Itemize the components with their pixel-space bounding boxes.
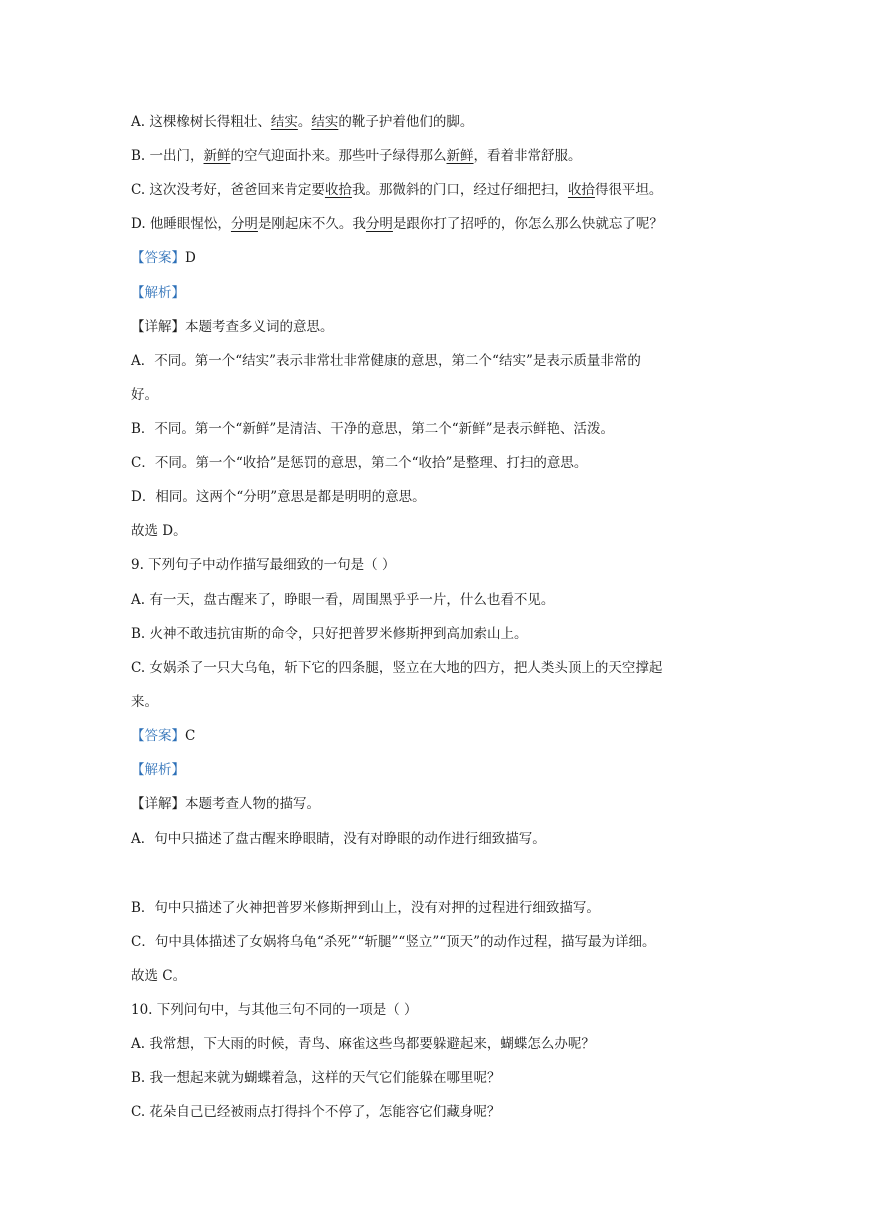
- q8-option-c: C. 这次没考好，爸爸回来肯定要收拾我。那微斜的门口，经过仔细把扫，收拾得很平坦。: [131, 182, 663, 198]
- answer-tag: 【答案】: [131, 250, 185, 266]
- underlined-word: 新鲜: [446, 148, 474, 164]
- q8-explanation-a-line2: 好。: [131, 387, 158, 403]
- q9-option-a: A. 有一天，盘古醒来了，睁眼一看，周围黑乎乎一片，什么也看不见。: [131, 592, 555, 608]
- q9-explanation-c: C．句中具体描述了女娲将乌龟“杀死”“斩腿”“竖立”“顶天”的动作过程，描写最为详细。: [131, 934, 656, 950]
- q10-option-c: C. 花朵自己已经被雨点打得抖个不停了，怎能容它们藏身呢？: [131, 1104, 501, 1120]
- q9-conclusion: 故选 C。: [131, 968, 187, 984]
- underlined-word: 收拾: [324, 182, 352, 198]
- q8-option-a: A. 这棵橡树长得粗壮、结实。结实的靴子护着他们的脚。: [131, 114, 474, 130]
- q8-explanation-d: D．相同。这两个“分明”意思是都是明明的意思。: [131, 489, 426, 505]
- q9-explanation-a: A．句中只描述了盘古醒来睁眼睛，没有对睁眼的动作进行细致描写。: [131, 831, 546, 847]
- underlined-word: 分明: [365, 216, 393, 232]
- q10-option-b: B. 我一想起来就为蝴蝶着急，这样的天气它们能躲在哪里呢？: [131, 1070, 501, 1086]
- underlined-word: 分明: [230, 216, 258, 232]
- answer-tag: 【答案】: [131, 728, 185, 744]
- q8-option-d: D. 他睡眼惺忪，分明是刚起床不久。我分明是跟你打了招呼的，你怎么那么快就忘了呢？: [131, 216, 663, 232]
- q9-detail: 【详解】本题考查人物的描写。: [131, 796, 320, 812]
- underlined-word: 新鲜: [203, 148, 231, 164]
- answer-value: C: [185, 728, 196, 744]
- q9-question: 9. 下列句子中动作描写最细致的一句是（ ）: [131, 557, 396, 573]
- underlined-word: 结实: [270, 114, 298, 130]
- q8-option-b: B. 一出门，新鲜的空气迎面扑来。那些叶子绿得那么新鲜，看着非常舒服。: [131, 148, 582, 164]
- answer-value: D: [185, 250, 196, 266]
- q8-conclusion: 故选 D。: [131, 523, 187, 539]
- q8-explanation-b: B．不同。第一个“新鲜”是清洁、干净的意思，第二个“新鲜”是表示鲜艳、活泼。: [131, 421, 615, 437]
- q8-detail: 【详解】本题考查多义词的意思。: [131, 319, 334, 335]
- q8-analysis-tag: 【解析】: [131, 285, 185, 301]
- q9-answer: [131, 726, 751, 746]
- q9-option-c-line2: 来。: [131, 694, 158, 710]
- q8-answer: [131, 248, 751, 268]
- q10-option-a: A. 我常想，下大雨的时候，青鸟、麻雀这些鸟都要躲避起来，蝴蝶怎么办呢？: [131, 1036, 595, 1052]
- q8-explanation-c: C．不同。第一个“收拾”是惩罚的意思，第二个“收拾”是整理、打扫的意思。: [131, 455, 588, 471]
- underlined-word: 结实: [311, 114, 339, 130]
- q9-option-c-line1: C. 女娲杀了一只大乌龟，斩下它的四条腿，竖立在大地的四方，把人类头顶上的天空撑起: [131, 660, 663, 676]
- q9-analysis-tag: 【解析】: [131, 762, 185, 778]
- q10-question: 10. 下列问句中，与其他三句不同的一项是（ ）: [131, 1002, 418, 1018]
- underlined-word: 收拾: [567, 182, 595, 198]
- q9-explanation-b: B．句中只描述了火神把普罗米修斯押到山上，没有对押的过程进行细致描写。: [131, 900, 600, 916]
- q9-option-b: B. 火神不敢违抗宙斯的命令，只好把普罗米修斯押到高加索山上。: [131, 626, 528, 642]
- q8-explanation-a-line1: A．不同。第一个“结实”表示非常壮非常健康的意思，第二个“结实”是表示质量非常的: [131, 353, 641, 369]
